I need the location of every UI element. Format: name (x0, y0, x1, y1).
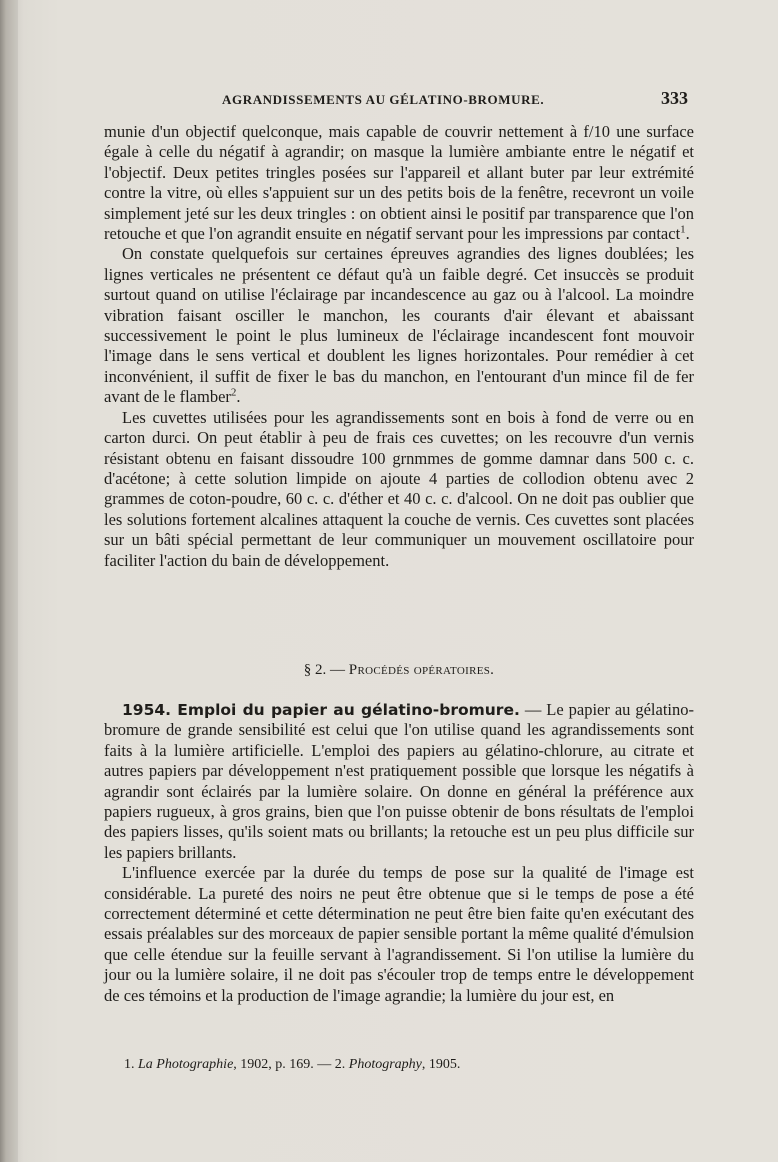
footnote-title: Photography (348, 1057, 422, 1072)
article-heading: 1954. Emploi du papier au gélatino-bromure. (122, 701, 520, 719)
article-body (104, 700, 694, 1006)
footnote-title: La Photographie (138, 1057, 234, 1072)
footnotes: 1. La Photographie, 1902, p. 169. — 2. Photography, 1905. (124, 1057, 461, 1072)
body-text (104, 122, 694, 571)
page-header (104, 88, 694, 110)
page-number: 333 (661, 88, 688, 108)
paragraph: On constate quelquefois sur certaines épreuves agrandies des lignes doublées; les lignes verticales ne présentent ce défaut qu'à un faible degré. Cet insuccès se produit surtout quand on utilise l'éclairage par incandescence au gaz ou à l'alcool. La moindre vibration faisant osciller le manchon, les courants d'air élevant et abaissant successivement le point le plus lumineux de l'éclairage incandescent font mouvoir l'image dans le sens vertical et doublent les lignes horizontales. Pour remédier à cet inconvénient, il suffit de fixer le bas du manchon, en l'entourant d'un mince fil de fer avant de le flamber$^2$. (104, 244, 694, 407)
running-title: AGRANDISSEMENTS AU GÉLATINO-BROMURE. (222, 92, 545, 107)
book-binding (0, 0, 18, 1162)
paragraph: munie d'un objectif quelconque, mais capable de couvrir nettement à f/10 une surface égale à celle du négatif à agrandir; on masque la lumière ambiante entre le négatif et l'objectif. Deux petites tringles posées sur l'appareil et allant buter par leur extrémité contre la vitre, où elles s'appuient sur un des petits bois de la fenêtre, recevront un voile simplement jeté sur les deux tringles : on obtient ainsi le positif par transparence que l'on retouche et que l'on agrandit ensuite en négatif servant pour les impressions par contact$^1$. (104, 122, 694, 244)
paragraph: L'influence exercée par la durée du temps de pose sur la qualité de l'image est considérable. La pureté des noirs ne peut être obtenue que si le temps de pose a été correctement déterminé et cette détermination ne peut être bien faite qu'en exécutant des essais préalables sur des morceaux de papier sensible portant la même qualité d'émulsion que celle étendue sur la feuille servant à l'agrandissement. Si l'on utilise la lumière du jour ou la lumière solaire, il ne doit pas s'écouler trop de temps entre le développement de ces témoins et la production de l'image agrandie; la lumière du jour est, en (104, 863, 694, 1005)
footnote-ref: 2 (230, 386, 237, 399)
section-heading (104, 662, 694, 679)
footnote-ref: 1 (680, 223, 686, 236)
paragraph: Les cuvettes utilisées pour les agrandissements sont en bois à fond de verre ou en carton durci. On peut établir à peu de frais ces cuvettes; on les recouvre d'un vernis résistant obtenu en faisant dissoudre 100 grnmmes de gomme damnar dans 500 c. c. d'acétone; à cette solution limpide on ajoute 4 parties de collodion obtenu avec 2 grammes de coton-poudre, 60 c. c. d'éther et 40 c. c. d'alcool. On ne doit pas oublier que les solutions fortement alcalines attaquent la couche de vernis. Ces cuvettes sont placées sur un bâti spécial permettant de leur communiquer un mouvement oscillatoire pour faciliter l'action du bain de développement. (104, 407, 694, 570)
section-number: § 2. — (303, 662, 346, 678)
section-title: Procédés opératoires. (348, 662, 495, 678)
paragraph: 1954. Emploi du papier au gélatino-bromure. — Le papier au gélatino-bromure de grande sensibilité est celui que l'on utilise quand les agrandissements sont faits à la lumière artificielle. L'emploi des papiers au gélatino-chlorure, au citrate et autres papiers par développement n'est pratiquement possible que lorsque les négatifs à agrandir sont éclairés par la lumière solaire. On donne en général la préférence aux papiers rugueux, à gros grains, bien que l'on puisse obtenir de bons résultats de l'emploi des papiers lisses, qu'ils soient mats ou brillants; la retouche est un peu plus difficile sur les papiers brillants. (104, 700, 694, 862)
